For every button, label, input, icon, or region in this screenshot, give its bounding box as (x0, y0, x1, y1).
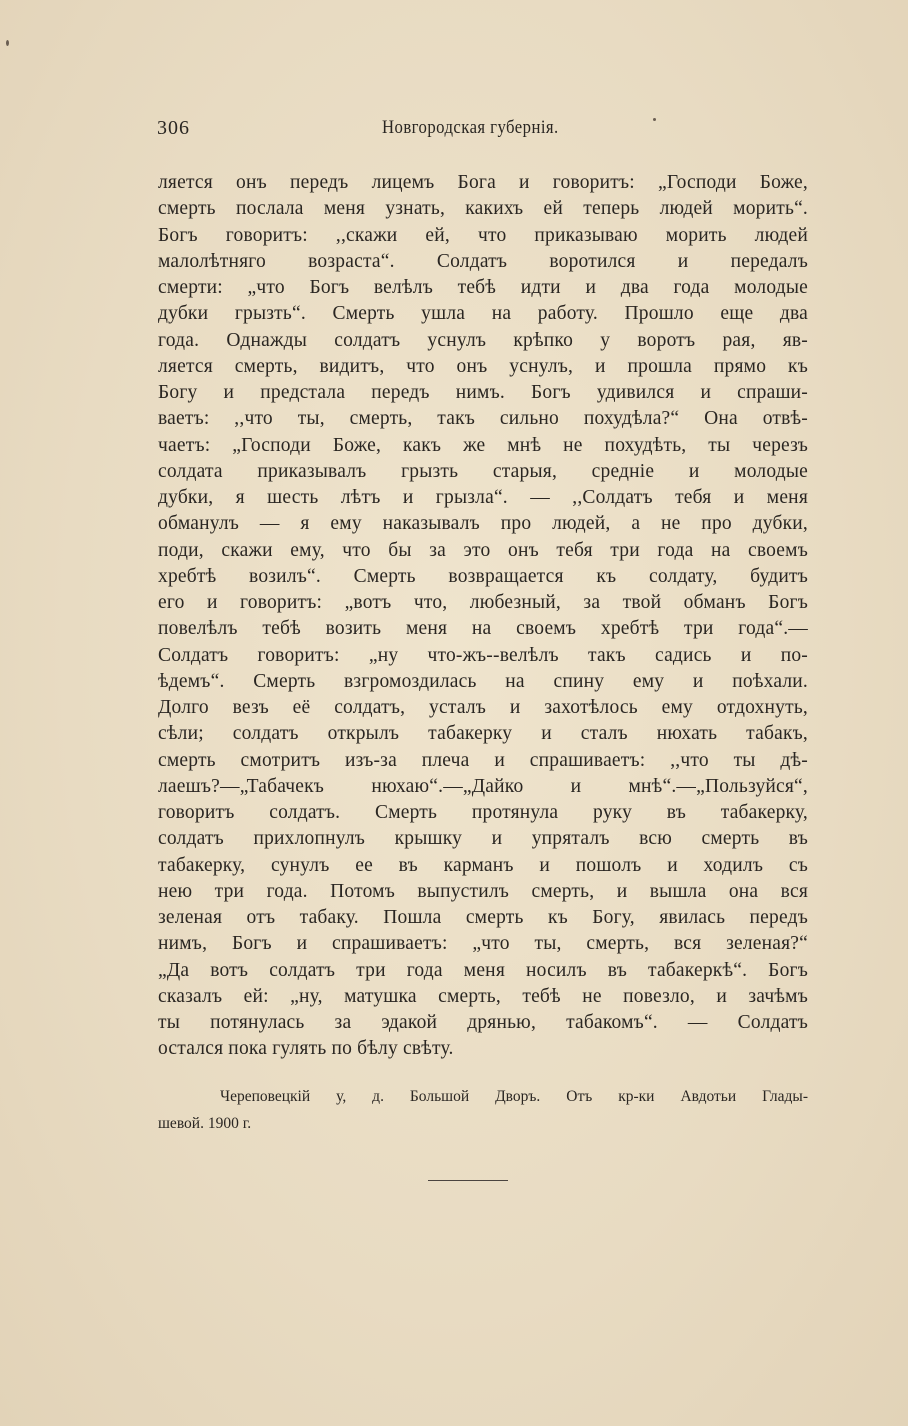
text-line: ваетъ: ,,что ты, смерть, такъ сильно похудѣла?“ Она отвѣ- (158, 408, 808, 430)
text-line: „Да вотъ солдатъ три года меня носилъ въ табакеркѣ“. Богъ (158, 959, 808, 981)
text-line: чаетъ: „Господи Боже, какъ же мнѣ не похудѣть, ты черезъ (158, 434, 808, 456)
text-line: Богу и предстала передъ нимъ. Богъ удивился и спраши- (158, 382, 808, 403)
text-line: нимъ, Богъ и спрашиваетъ: „что ты, смерть, вся зеленая?“ (158, 933, 808, 955)
page-header (157, 113, 809, 145)
text-line: Солдатъ говоритъ: „ну что-жъ--велѣлъ такъ садись и по- (158, 644, 808, 666)
text-line: ляется онъ передъ лицемъ Бога и говоритъ: „Господи Боже, (158, 172, 808, 193)
page-number: 306 (157, 117, 190, 139)
text-line: лаешъ?—„Табачекъ нюхаю“.—„Дайко и мнѣ“.—„Пользуйся“, (158, 775, 808, 797)
text-line: ты потянулась за эдакой дрянью, табакомъ“. — Солдатъ (158, 1012, 808, 1033)
text-line: ляется смерть, видитъ, что онъ уснулъ, и прошла прямо къ (158, 355, 808, 377)
text-line: дубки, я шесть лѣтъ и грызла“. — ,,Солдатъ тебя и меня (158, 487, 808, 508)
text-line: года. Однажды солдатъ уснулъ крѣпко у воротъ рая, яв- (158, 329, 808, 351)
text-line: нею три года. Потомъ выпустилъ смерть, и вышла она вся (158, 880, 808, 902)
text-line: говоритъ солдатъ. Смерть протянула руку въ табакерку, (158, 802, 808, 823)
source-note-line: шевой. 1900 г. (158, 1115, 252, 1132)
source-note-line: Череповецкій у, д. Большой Дворъ. Отъ кр-ки Авдотьи Глады- (220, 1088, 808, 1105)
body-text (158, 170, 808, 1063)
text-line: смерть смотритъ изъ-за плеча и спрашиваетъ: ,,что ты дѣ- (158, 749, 808, 771)
text-line: ѣдемъ“. Смерть взгромоздилась на спину ему и поѣхали. (158, 670, 808, 692)
text-line: зеленая отъ табаку. Пошла смерть къ Богу, явилась передъ (158, 907, 808, 928)
text-line: остался пока гулять по бѣлу свѣту. (158, 1038, 454, 1060)
text-line: Долго везъ её солдатъ, усталъ и захотѣлось ему отдохнуть, (158, 697, 808, 718)
text-line: Богъ говоритъ: ,,скажи ей, что приказываю морить людей (158, 224, 808, 246)
text-line: хребтѣ возилъ“. Смерть возвращается къ солдату, будитъ (158, 565, 808, 587)
text-line: малолѣтняго возраста“. Солдатъ воротился и передалъ (158, 250, 808, 272)
text-line: смерти: „что Богъ велѣлъ тебѣ идти и два года молодые (158, 277, 808, 298)
text-line: смерть послала меня узнать, какихъ ей теперь людей морить“. (158, 198, 808, 220)
running-title: Новгородская губернія. (382, 117, 559, 138)
text-line: обманулъ — я ему наказывалъ про людей, а не про дубки, (158, 513, 808, 535)
text-line: солдатъ прихлопнулъ крышку и упряталъ всю смерть въ (158, 828, 808, 850)
text-line: табакерку, сунулъ ее въ карманъ и пошолъ и ходилъ съ (158, 854, 808, 876)
text-line: поди, скажи ему, что бы за это онъ тебя три года на своемъ (158, 539, 808, 561)
end-rule (428, 1180, 508, 1181)
source-note (158, 1083, 808, 1137)
text-line: его и говоритъ: „вотъ что, любезный, за твой обманъ Богъ (158, 592, 808, 613)
text-line: дубки грызть“. Смерть ушла на работу. Прошло еще два (158, 303, 808, 325)
paper-speck (6, 40, 9, 46)
text-line: сѣли; солдатъ открылъ табакерку и сталъ нюхать табакъ, (158, 723, 808, 745)
text-line: повелѣлъ тебѣ возить меня на своемъ хребтѣ три года“.— (158, 618, 808, 640)
text-line: солдата приказывалъ грызть старыя, среднiе и молодые (158, 460, 808, 482)
text-line: сказалъ ей: „ну, матушка смерть, тебѣ не повезло, и зачѣмъ (158, 985, 808, 1007)
